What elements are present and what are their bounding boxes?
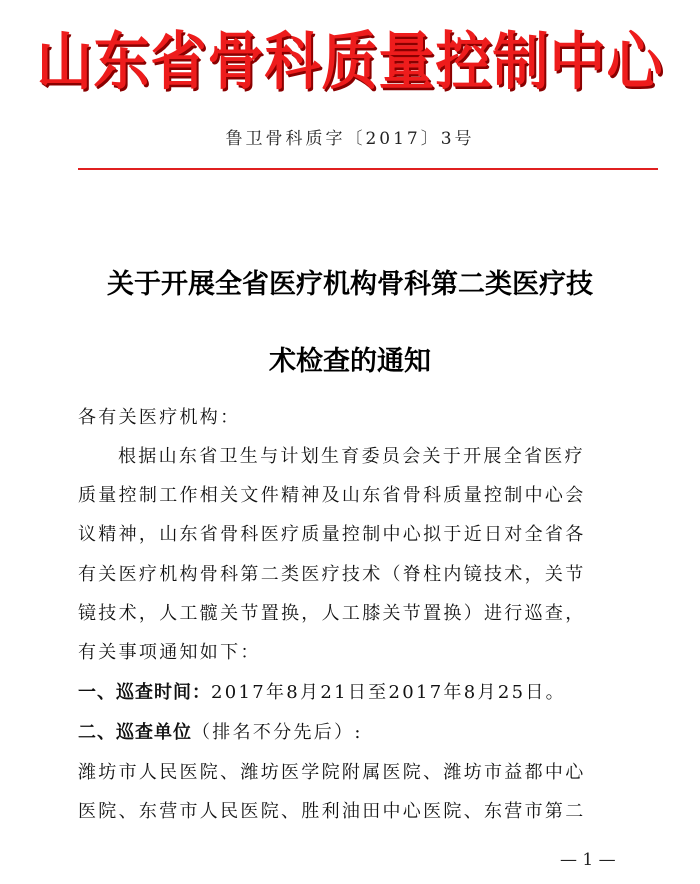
paragraph-line: 质量控制工作相关文件精神及山东省骨科质量控制中心会 [78, 485, 586, 506]
unit-list-line: 医院、东营市人民医院、胜利油田中心医院、东营市第二 [78, 801, 586, 822]
page-number: — 1 — [560, 850, 616, 870]
paragraph-line: 根据山东省卫生与计划生育委员会关于开展全省医疗 [118, 446, 585, 467]
inspection-units-label: 二、巡查单位 [78, 722, 192, 743]
paragraph-line: 镜技术，人工髋关节置换，人工膝关节置换）进行巡查， [78, 603, 586, 624]
paragraph-line: 有关事项通知如下： [78, 642, 261, 663]
inspection-units-note: （排名不分先后）: [192, 722, 363, 743]
unit-list-line: 潍坊市人民医院、潍坊医学院附属医院、潍坊市益都中心 [78, 762, 586, 783]
inspection-time-value: 2017年8月21日至2017年8月25日。 [211, 682, 566, 703]
inspection-time-label: 一、巡查时间： [78, 682, 211, 703]
paragraph-line: 议精神，山东省骨科医疗质量控制中心拟于近日对全省各 [78, 524, 586, 545]
document-number: 鲁卫骨科质字〔2017〕3号 [225, 129, 475, 149]
inspection-time-item [78, 679, 658, 707]
inspection-units-item [78, 719, 658, 747]
notice-title-line-2: 术检查的通知 [269, 346, 431, 377]
organization-title: 山东省骨科质量控制中心 [36, 26, 664, 99]
paragraph-line: 有关医疗机构骨科第二类医疗技术（脊柱内镜技术，关节 [78, 564, 586, 585]
notice-title-line-1: 关于开展全省医疗机构骨科第二类医疗技 [107, 269, 593, 300]
salutation: 各有关医疗机构： [78, 407, 241, 428]
red-divider-line [78, 168, 658, 170]
